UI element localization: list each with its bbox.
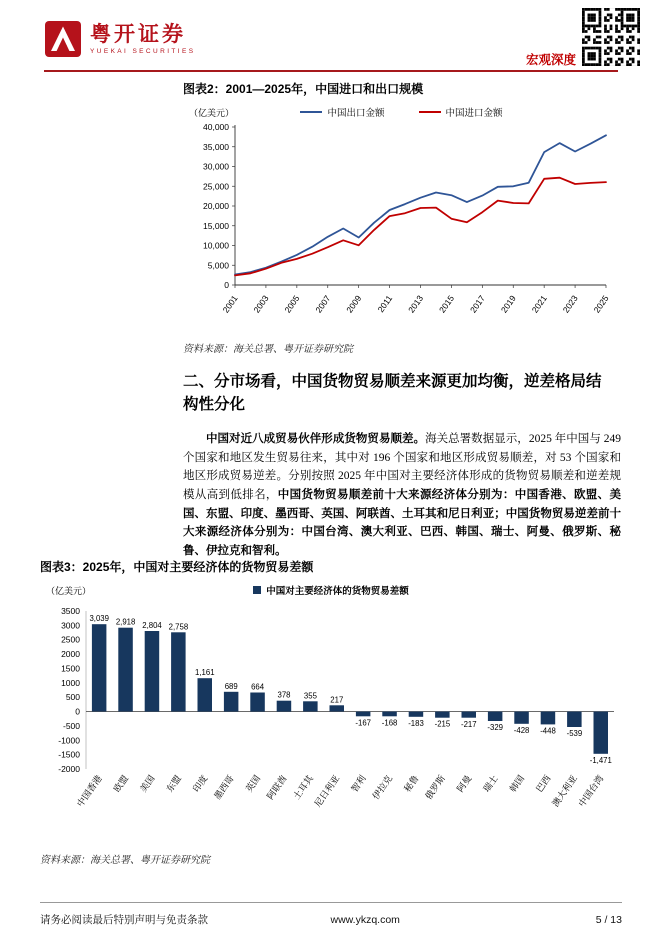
svg-text:印度: 印度	[190, 773, 210, 794]
svg-text:3,039: 3,039	[89, 613, 109, 623]
svg-text:20,000: 20,000	[203, 200, 229, 211]
svg-text:-217: -217	[460, 719, 477, 729]
svg-text:墨西哥: 墨西哥	[212, 773, 236, 801]
svg-text:中国香港: 中国香港	[74, 773, 104, 809]
svg-text:25,000: 25,000	[203, 180, 229, 191]
svg-text:尼日利亚: 尼日利亚	[312, 773, 342, 809]
paragraph-body: 海关总署数据显示，2025 年中国与 249 个国家和地区发生贸易往来，其中对 196 个国家和地区形成贸易顺差，对 53 个国家和地区形成贸易逆差。分别按照 2025 年中国对主要经济体形成的货物贸易顺差和逆差规模从高到低排名，	[183, 433, 622, 501]
svg-text:689: 689	[224, 681, 238, 691]
svg-text:2007: 2007	[313, 293, 333, 315]
figure-2-legend	[183, 105, 620, 119]
svg-text:30,000: 30,000	[203, 161, 229, 172]
svg-text:-500: -500	[62, 720, 80, 731]
figure-3-source: 资料来源：海关总署、粤开证券研究院	[40, 854, 210, 866]
logo-text-en: YUEKAI SECURITIES	[90, 48, 196, 56]
svg-text:40,000: 40,000	[203, 121, 229, 132]
svg-text:15,000: 15,000	[203, 220, 229, 231]
svg-text:0: 0	[224, 279, 229, 290]
svg-text:355: 355	[303, 690, 317, 700]
svg-text:-1000: -1000	[58, 734, 80, 745]
svg-text:秘鲁: 秘鲁	[402, 773, 421, 794]
report-type-label: 宏观深度	[525, 53, 576, 67]
svg-text:-539: -539	[566, 728, 583, 738]
svg-text:-428: -428	[513, 725, 530, 735]
svg-text:2,758: 2,758	[168, 621, 189, 631]
svg-text:-168: -168	[381, 717, 398, 727]
figure-2-unit-label: （亿美元）	[189, 107, 235, 118]
legend-item-balance	[253, 583, 409, 597]
svg-text:1000: 1000	[61, 677, 80, 688]
svg-text:2011: 2011	[375, 293, 395, 314]
header-divider	[44, 70, 618, 72]
svg-text:2003: 2003	[251, 293, 271, 315]
svg-text:5,000: 5,000	[207, 259, 229, 270]
logo	[44, 20, 195, 58]
svg-text:阿曼: 阿曼	[454, 773, 474, 794]
legend-item-import	[419, 105, 503, 119]
svg-text:巴西: 巴西	[534, 773, 553, 794]
svg-text:2500: 2500	[61, 634, 80, 645]
svg-text:217: 217	[330, 694, 344, 704]
svg-text:2001: 2001	[220, 293, 240, 315]
svg-text:2023: 2023	[560, 293, 580, 315]
footer-disclaimer: 请务必阅读最后特别声明与免责条款	[40, 914, 208, 926]
svg-text:韩国: 韩国	[507, 773, 527, 794]
svg-text:2000: 2000	[61, 648, 80, 659]
svg-text:2,804: 2,804	[142, 620, 162, 630]
figure-2-title: 图表2：2001—2025年，中国进口和出口规模	[183, 82, 424, 96]
svg-text:1500: 1500	[61, 663, 80, 674]
svg-text:2009: 2009	[344, 293, 364, 315]
logo-text	[90, 23, 195, 55]
svg-text:-329: -329	[487, 722, 504, 732]
footer-website: www.ykzq.com	[330, 913, 400, 926]
svg-text:0: 0	[75, 706, 80, 717]
svg-text:-448: -448	[540, 726, 556, 736]
svg-text:伊拉克: 伊拉克	[370, 773, 395, 801]
figure-3-unit-label: （亿美元）	[46, 585, 92, 596]
import-legend-label: 中国进口金额	[445, 107, 503, 119]
export-legend-label: 中国出口金额	[327, 107, 385, 119]
svg-text:2015: 2015	[437, 293, 457, 315]
svg-text:2005: 2005	[282, 293, 302, 315]
svg-text:2013: 2013	[406, 293, 426, 315]
svg-text:澳大利亚: 澳大利亚	[550, 773, 580, 809]
balance-bar-swatch	[253, 586, 261, 594]
svg-text:智利: 智利	[349, 773, 368, 794]
svg-text:英国: 英国	[243, 773, 263, 794]
svg-text:2021: 2021	[529, 293, 549, 315]
svg-text:土耳其: 土耳其	[291, 773, 316, 801]
svg-text:-1,471: -1,471	[589, 755, 612, 765]
svg-text:东盟: 东盟	[164, 773, 184, 794]
svg-text:-167: -167	[355, 717, 372, 727]
logo-text-cn: 粤开证券	[90, 21, 186, 46]
svg-text:1,161: 1,161	[195, 667, 215, 677]
legend-item-export	[300, 105, 384, 119]
yuekai-logo-icon	[44, 20, 82, 58]
svg-text:俄罗斯: 俄罗斯	[423, 773, 448, 801]
svg-text:2017: 2017	[467, 293, 487, 315]
svg-text:-2000: -2000	[58, 763, 80, 774]
footer-page-number: 5 / 13	[595, 913, 622, 926]
svg-text:2,918: 2,918	[115, 617, 136, 627]
section-heading: 二、分市场看，中国货物贸易顺差来源更加均衡，逆差格局结构性分化	[183, 373, 602, 414]
svg-text:中国台湾: 中国台湾	[576, 773, 606, 809]
figure-3-legend	[40, 583, 622, 597]
svg-text:-215: -215	[434, 719, 451, 729]
figure-3-title: 图表3：2025年，中国对主要经济体的货物贸易差额	[40, 560, 314, 574]
svg-text:500: 500	[65, 691, 80, 702]
svg-text:2025: 2025	[591, 293, 611, 315]
svg-text:664: 664	[251, 682, 265, 692]
paragraph-lead: 中国对近八成贸易伙伴形成货物贸易顺差。	[206, 433, 426, 445]
figure-2	[183, 82, 620, 355]
svg-text:欧盟: 欧盟	[111, 773, 131, 794]
figure-3	[40, 560, 622, 866]
svg-text:瑞士: 瑞士	[481, 773, 500, 794]
svg-text:2019: 2019	[498, 293, 518, 315]
svg-text:-1500: -1500	[58, 749, 80, 760]
svg-text:378: 378	[277, 690, 291, 700]
svg-text:阿联酋: 阿联酋	[264, 773, 289, 801]
body-paragraph	[183, 430, 621, 560]
bar-chart	[40, 597, 622, 842]
figure-2-source: 资料来源：海关总署、粤开证券研究院	[183, 343, 353, 355]
svg-text:3500: 3500	[61, 605, 80, 616]
balance-legend-label: 中国对主要经济体的货物贸易差额	[266, 585, 409, 597]
qr-code	[582, 8, 640, 66]
import-line-swatch	[419, 111, 441, 113]
paragraph-tail: 中国货物贸易顺差前十大来源经济体分别为：中国香港、欧盟、美国、东盟、印度、墨西哥、英国、阿联酋、土耳其和尼日利亚；中国货物贸易逆差前十大来源经济体分别为：中国台湾、澳大利亚、巴西、韩国、瑞士、阿曼、俄罗斯、秘鲁、伊拉克和智利。	[183, 488, 621, 557]
export-line-swatch	[300, 111, 322, 113]
svg-text:35,000: 35,000	[203, 141, 229, 152]
page-footer	[40, 902, 622, 927]
line-chart	[183, 119, 620, 331]
svg-text:美国: 美国	[138, 773, 157, 794]
svg-text:3000: 3000	[61, 619, 80, 630]
svg-text:-183: -183	[408, 718, 424, 728]
svg-text:10,000: 10,000	[203, 240, 229, 251]
